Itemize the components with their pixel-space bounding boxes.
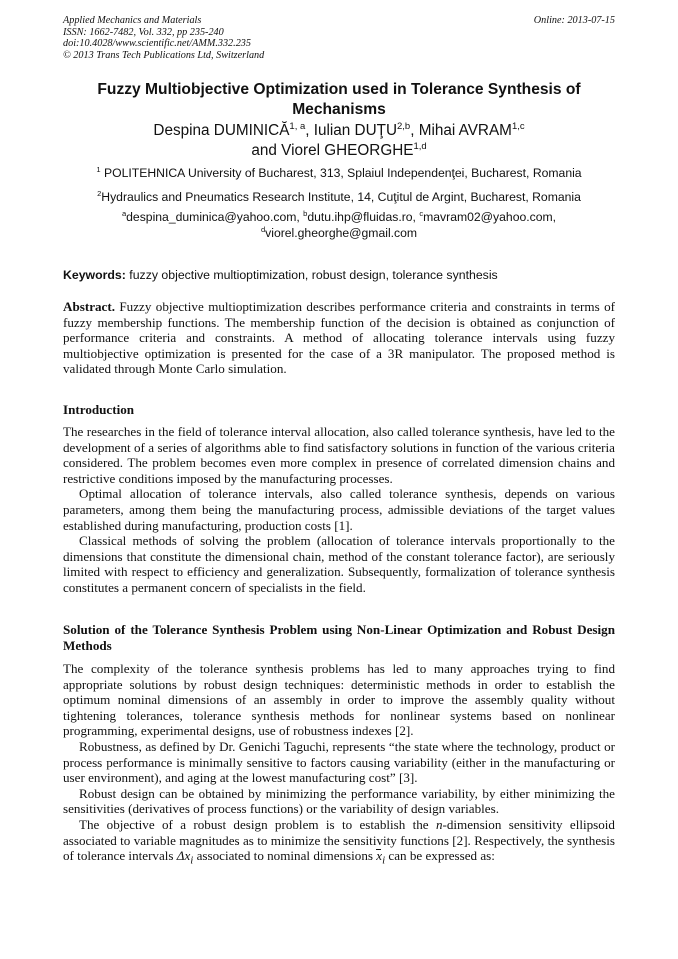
author-mark: 2,b	[397, 120, 411, 132]
author-name: Iulian DUŢU	[313, 122, 398, 139]
author-mark: 1,c	[511, 120, 525, 132]
math-variable: Δx	[176, 848, 191, 864]
solution-body	[63, 661, 615, 869]
abstract-text: Fuzzy objective multioptimization describes performance criteria and constraints in terms of fuzzy membership functions. The membership function of the decision is obtained as conjunction of performance criteria and constraints. A method of allocating tolerance intervals using fuzzy multiobjective optimization is presented for the case of a 3R manipulator. The proposed method is validated through Monte Carlo simulation.	[63, 299, 615, 377]
paragraph: Classical methods of solving the problem (allocation of tolerance intervals proportionally to the dimensions that constitute the dimensional chain, method of the constant tolerance factor), are seriously limited with respect to efficiency and generalization. Subsequently, formalization of tolerance synthesis constitutes a permanent concern of specialists in the field.	[63, 533, 615, 595]
online-date: Online: 2013-07-15	[533, 15, 615, 26]
introduction-body	[63, 424, 615, 596]
section-heading-introduction: Introduction	[63, 402, 135, 417]
journal-header	[63, 15, 264, 61]
paragraph: Optimal allocation of tolerance intervals, also called tolerance synthesis, depends on various parameters, among them being the manufacturing process, admissible deviations of the target values established during manufacturing, production costs [1].	[63, 486, 615, 533]
author-separator: ,	[410, 122, 419, 139]
author-separator: ,	[305, 122, 314, 139]
author-name: Mihai AVRAM	[418, 122, 512, 139]
paragraph: Robustness, as defined by Dr. Genichi Taguchi, represents “the state where the technology, product or process performance is minimally sensitive to factors causing variability (either in the manufacturing or user environment), and aging at the lowest manufacturing cost” [3].	[63, 738, 615, 786]
email-mark: d	[260, 224, 266, 234]
affiliation-mark: 1	[96, 164, 101, 174]
keywords-text: fuzzy objective multioptimization, robust design, tolerance synthesis	[125, 268, 498, 282]
paper-title: Fuzzy Multiobjective Optimization used in Tolerance Synthesis of Mechanisms	[97, 81, 581, 118]
email-mark: a	[121, 208, 127, 218]
paragraph	[63, 817, 615, 869]
affiliation-text: POLITEHNICA University of Bucharest, 313, Splaiul Independenţei, Bucharest, Romania	[100, 166, 582, 180]
author-name: Viorel GHEORGHE	[281, 142, 414, 159]
text-run: -dimension sensitivity ellipsoid associated to variable magnitudes as to minimize the sensitivity functions [2]. Respectively, the synthesis of tolerance intervals	[63, 816, 615, 864]
journal-name: Applied Mechanics and Materials	[63, 15, 202, 26]
doi-line[interactable]: doi:10.4028/www.scientific.net/AMM.332.235	[63, 38, 251, 50]
email-address[interactable]: mavram02@yahoo.com,	[423, 210, 557, 224]
abstract-label: Abstract.	[63, 299, 115, 314]
abstract	[63, 299, 615, 377]
text-run: can be expressed as:	[385, 848, 495, 864]
affiliation-2	[63, 190, 615, 205]
email-address[interactable]: viorel.gheorghe@gmail.com	[265, 226, 418, 240]
affiliation-1	[63, 166, 615, 181]
author-name: Despina DUMINICĂ	[153, 122, 290, 139]
affiliation-mark: 2	[97, 188, 102, 198]
author-mark: 1,d	[413, 140, 427, 152]
email-mark: c	[419, 208, 424, 218]
text-run: The objective of a robust design problem is to establish the	[79, 816, 436, 832]
math-subscript: i	[190, 854, 194, 867]
paragraph: Robust design can be obtained by minimizing the performance variability, by either minimizing the sensitivities (derivatives of process functions) or the variability of design variables.	[63, 785, 615, 817]
section-heading-solution: Solution of the Tolerance Synthesis Problem using Non-Linear Optimization and Robust Design Methods	[63, 622, 615, 654]
email-address[interactable]: dutu.ihp@fluidas.ro,	[307, 210, 420, 224]
copyright-line: © 2013 Trans Tech Publications Ltd, Switzerland	[63, 49, 265, 61]
math-variable: n	[435, 816, 443, 832]
email-list	[63, 209, 615, 241]
math-variable: x	[376, 848, 383, 864]
text-run: associated to nominal dimensions	[193, 848, 377, 864]
keywords-label: Keywords:	[63, 268, 126, 282]
paragraph: The researches in the field of tolerance interval allocation, also called tolerance synthesis, have led to the development of a series of algorithms able to find satisfactory solutions in function of the various criteria considered. The problem becomes even more complex in presence of correlated dimension chains and restrictive conditions imposed by the manufacturing processes.	[63, 424, 615, 486]
email-address[interactable]: despina_duminica@yahoo.com,	[126, 210, 304, 224]
issn-line: ISSN: 1662-7482, Vol. 332, pp 235-240	[63, 26, 224, 38]
math-subscript: i	[382, 854, 386, 867]
author-separator: and	[251, 142, 282, 159]
affiliation-text: Hydraulics and Pneumatics Research Institute, 14, Cuţitul de Argint, Bucharest, Romania	[101, 190, 581, 204]
keywords	[63, 268, 615, 283]
author-list	[63, 121, 615, 161]
email-mark: b	[303, 208, 308, 218]
paragraph: The complexity of the tolerance synthesis problems has led to many approaches trying to find appropriate solutions by robust design techniques: deterministic methods in order to establish the optimum nominal dimensions of an assembly in order to improve the assembly quality without tightening tolerances, tolerance synthesis methods for nonlinear systems based on nonlinear programming, experimental designs, use of robustness indexes [2].	[63, 661, 615, 739]
author-mark: 1, a	[289, 120, 306, 132]
